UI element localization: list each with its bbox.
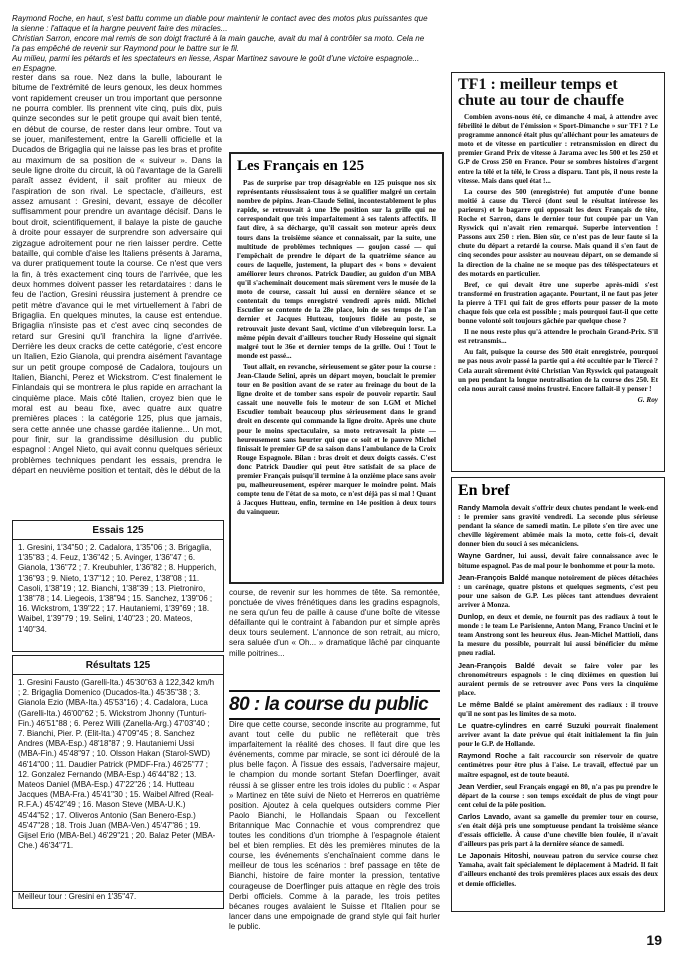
- photo-caption: [12, 14, 430, 74]
- resultats-footer: Meilleur tour : Gresini en 1'35"47.: [13, 891, 223, 902]
- tf1-paragraph: Au fait, puisque la course des 500 était enregistrée, pourquoi ne pas nous avoir passé la partie qui a été occultée par le Tiercé ? Cela aurait sûrement évité Christian Van Ryswick qui pataugeait un peu pendant la longue neutralisation de la course des 250. Et cela nous aurait causé moins frustré. Encore fallait-il y penser !: [458, 348, 658, 393]
- enbref-item: [458, 721, 658, 749]
- resultats-title: Résultats 125: [13, 656, 223, 675]
- enbref-box: [451, 477, 665, 912]
- mid-article: [229, 588, 440, 684]
- resultats-box: [12, 655, 224, 909]
- enbref-item-name: Le même Baldé: [458, 699, 514, 709]
- left-article-text: rester dans sa roue. Nez dans la bulle, labourant le bitume de l'extrémité de leurs genoux, les deux hommes vont rapidement creuser un trou important que personne ne pourra combler. Ils prennent vite cinq, puis dix, puis quinze secondes sur le petit groupe qui avait bien tenté, en début de course, de rester dans leur ombre. Tout va se jouer, manifestement, entre la Garelli officielle et la Ducados de Brigaglia qui ne laisse pas les bras et profite au maximum de sa position de « suiveur ». Dans la seule ligne droite du circuit, là où l'avantage de la Garelli paraît assez évident, il sait profiter au mieux de l'aspiration de son rival. Le spectacle, d'ailleurs, est assez amusant : Gresini, devant, essaye de décoller suffisamment pour prendre un avantage décisif. Dans le bout droit, scientifiquement, il balaye la piste de gauche à droite pour essayer de surprendre son adversaire qui zigzague adroitement pour ne rien laisser perdre. Cette bataille, qui comble d'aise les Italiens présents à Jarama, va durer pratiquement toute la course. Ce n'est que vers la fin, à très exactement cinq tours de l'arrivée, que les deux hommes doivent passer les retardataires : dans le feu de l'action, Gresini réussira justement à prendre ce petit mètre d'avance qui le met virtuellement à l'abri de Brigaglia. En quelques minutes, la cause est entendue. Brigaglia n'insiste pas et c'est avec cinq secondes de retard sur Gresini qu'il franchira la ligne d'arrivée. Derrière les deux cracks de cette catégorie, c'est encore un Italien, Ezio Gianola, qui prendra aisément l'avantage sur un petit groupe composé de Cadalora, toujours un Italien, Bianchi, Perez et Wickstrom. C'est finalement le Finlandais qui se montrera le plus rapide en arrachant la cinquième place. Mais côté Italien, croyez bien que le moral est au beau fixe, avec quatre aux quatre premières places : la catégorie 125, plus que jamais, sera cette année une chasse gardée italienne... Un mot, pour finir, sur la grandissime désillusion du public espagnol : Angel Nieto, qui avait connu quelques sérieux problèmes techniques pendant les essais, prendra le départ en neuvième position et tentait, dès le début de la: [12, 72, 222, 476]
- tf1-paragraph: Combien avons-nous été, ce dimanche 4 mai, à attendre avec fébrilité le début de l'émission « Sport-Dimanche » sur TF1 ? Le programme annoncé était plus qu'alléchant pour les amateurs de moto et de vitesse en particulier : retransmission en direct du premier Grand Prix de vitesse à Jarama avec les 500 et les 250 et G.P de Cross 250 en France. Pour se sombres histoires d'argent entre la télé et la télé, le Cross a disparu. Tant pis, il nous reste la vitesse. Mais dans quel état !...: [458, 113, 658, 185]
- enbref-item-name: Dunlop: [458, 612, 483, 622]
- enbref-item: [458, 661, 658, 698]
- enbref-item-name: Randy Mamola: [458, 503, 510, 512]
- resultats-text: 1. Gresini Fausto (Garelli-Ita.) 45'30"63 à 122,342 km/h ; 2. Brigaglia Domenico (Ducados-Ita.) 45'35"38 ; 3. Gianola Ezio (MBA-Ita.) 45'53"16) ; 4. Cadalora, Luca (Garelli-Ita.) 46'00"62 ; 5. Wickstrom Jhonny (Tunturi-Fin.) 46'51"88 ; 6. Perez Willi (Zanella-Arg.) 47'03"40 ; 7. Bianchi, Pier. P. (Elit-Ita.) 47'09"45 ; 8. Sanchez Andres (MBA-Esp.) 48'18"87 ; 9. Hautaniemi Ussi (MBA-Fin.) 45'48"97 ; 10. Olsson Hakan (Starol-SWD) 46'14"00 ; 11. Daudier Patrick (PMDF-Fra.) 46'25"77 ; 12. Gonzalez Fernando (MBA-Esp.) 46'44"82 ; 13. Mateos Daniel (MBA-Esp.) 47'22"26 ; 14. Hutteau Jacques (MBA-Fra.) 45'41"30 ; 15. Waibel Alfred (Real-R.F.A.) 45'42"49 ; 16. Mason Steve (MBA-U.K.) 45'44"52 ; 17. Oliveros Antonio (San Benero-Esp.) 45'47"28 ; 18. Trois Juan (MBA-Ven.) 45'47"86 ; 19. Gijsel Erio (MBA-Bel.) 46'29"21 ; 20. Balaz Peter (MBA-Che.) 46'34"71.: [18, 678, 216, 851]
- tf1-paragraph: Il ne nous reste plus qu'à attendre le prochain Grand-Prix. S'il est retransmis...: [458, 328, 658, 346]
- tf1-signature: G. Roy: [637, 395, 658, 404]
- enbref-item-name: Carlos Lavado: [458, 811, 509, 821]
- tf1-title: [452, 73, 664, 111]
- enbref-item-name: Jean Verdier: [458, 781, 502, 791]
- tf1-paragraph: Bref, ce qui devait être une superbe après-midi s'est transformé en frustration agaçante. Pourtant, il ne faut pas jeter la pierre à TF1 qui fait de gros efforts pour passer de la moto chaque fois que cela est possible ; mais pourquoi faut-il que cette bonne volonté soit toujours gâchée par quelque chose ?: [458, 280, 658, 326]
- enbref-item: [458, 612, 658, 658]
- enbref-item: [458, 573, 658, 610]
- essais-box: [12, 520, 224, 652]
- enbref-item-name: Jean-François Baldé: [458, 660, 535, 670]
- enbref-item: [458, 751, 658, 779]
- enbref-item-text: devait s'offrir deux chutes pendant le week-end : le premier sans gravité vendredi. La seconde plus sérieuse pendant la séance de samedi matin. Le pilote s'en tire avec une cheville légèrement abîmée mais la moto, cette fois-ci, devait donner bien du souci à ses mécaniciens.: [458, 504, 658, 549]
- enbref-item-text: , nouveau patron du service course chez Yamaha, avait fait spécialement le déplacement à Madrid. Il fait d'ailleurs enchanté des trois premières places aux essais des deux et demie officielles.: [458, 852, 658, 888]
- enbref-item: [458, 782, 658, 810]
- tf1-title-line-1: TF1 : meilleur temps et: [458, 76, 618, 93]
- enbref-item-name: Le quatre-cylindres en carré Suzuki: [458, 721, 591, 731]
- tf1-title-line-2: chute au tour de chauffe: [458, 92, 624, 109]
- francais-box: [229, 152, 444, 584]
- enbref-item-name: Raymond Roche: [458, 751, 518, 761]
- enbref-item-name: Wayne Gardner: [458, 551, 513, 561]
- enbref-item-name: Le Japonais Hitoshi: [458, 851, 529, 861]
- enbref-item-name: Jean-François Baldé: [458, 572, 529, 582]
- enbref-item-text: , en deux et demie, ne fournit pas des radiaux à tout le monde : le team Le Parisienne, Anton Mang, Franco Uncini et le team Anstrong sont les heureux élus. Jean-Michel Mattioli, dans la mesure du possible, pourrait lui aussi bénéficier du même pneu radial.: [458, 613, 658, 658]
- enbref-item-text: , lui aussi, devait faire connaissance avec le bitume espagnol. Pas de mal pour le bonhomme et pour la moto.: [458, 552, 658, 570]
- enbref-item-text: se plaint amèrement des radiaux : il trouve qu'il ne sont pas les limites de sa moto.: [458, 700, 659, 718]
- enbref-item-text: manque notoirement de pièces détachées : un carénage, quatre pistons et quelques segments, c'est peu pour une saison de G.P. Les pièces tant attendues devraient arriver à Monza.: [458, 573, 658, 609]
- enbref-item-text: a fait raccourcir son réservoir de quatre centimètres pour être plus à l'aise. Le travail, effectué par un maître espagnol, est de toute beauté.: [458, 752, 658, 779]
- francais-body: [231, 177, 442, 521]
- section80-text: Dire que cette course, seconde inscrite au programme, fut avant tout celle du public ne reflèterait que très imparfaitement la réalité des choses. Il faut dire que les événements, comme par miracle, se sont ici déroulé de la plus belle façon. À l'issue des essais, l'adversaire majeur, le champion du monde sortant Stefan Doerflinger, avait réussi à se glisser entre les trois idoles du public : « Aspar » Martinez en tête suivi de Nieto et Herreros en quatrième position. Ajoutez à cela quelques outsiders comme Pier Paolo Bianchi, le Hollandais Spaan ou l'excellent Britannique Mac Connachie et vous comprendrez que toutes les conditions d'un triomphe à l'espagnole étaient bel et bien remplies. Et dès les premières minutes de la course, les événements s'enchaînaient comme dans le meilleur de tous les scénarios : bref passage en tête de Bianchi, histoire de faire monter la pression, tentative courageuse de Doerflinger puis attaque en règle des trois Derbi officiels. Comme à la parade, les trois petites bécanes rouges avalaient le Suisse et l'Italien pour se lancer dans une empoignade de grand style qui fait hurler le public.: [229, 720, 440, 931]
- left-article: [12, 72, 222, 508]
- enbref-item: [458, 812, 658, 849]
- francais-paragraph: Pas de surprise par trop désagréable en 125 puisque nos six représentants réussissaient tous à se qualifier malgré un certain nombre de pépins. Jean-Claude Selini, incontestablement le plus rapide, se retrouvait à une 19e position sur la grille qui ne correspondait que très imparfaitement à ses talents affectifs. Il faut dire, à sa décharge, qu'il cassait son moteur après deux tours dans la troisième séance et connaissait, par la suite, une multitude de problèmes techniques — goujon cassé — qui l'empêchait de prendre le départ de la quatrième séance au cours de laquelle, justement, la plupart des « bons » devaient améliorer leurs chronos. Patrick Daudier, au guidon d'un MBA qu'il s'acheminait doucement mais sûrement vers le musée de la moto de course, cassait lui aussi en dernière séance et se contentait du temps enregistré vendredi après midi. Michel Escudier se contente de la 28e place, loin de ses temps de l'an dernier et Jacques Hutteau, toujours fidèle au poste, se retrouvait juste devant Saul, victime d'un vilebrequin lorsr. La même pépin devait d'ailleurs toucher Rudy Hosseine qui signait malgré tout le 36e et dernier temps de la grille. Oui ! Tout le monde est passé...: [237, 179, 436, 360]
- section80-body: [229, 720, 440, 931]
- caption-line-3: Au milieu, parmi les pétards et les spectateurs en liesse, Aspar Martinez savoure le goût d'une victoire espagnole... en Espagne.: [12, 54, 420, 73]
- enbref-list: [452, 503, 664, 889]
- enbref-title: En bref: [458, 482, 510, 499]
- tf1-box: [451, 72, 665, 472]
- essais-title: Essais 125: [13, 521, 223, 540]
- page-number: 19: [646, 932, 662, 948]
- section80-title: 80 : la course du public: [229, 694, 429, 715]
- francais-title: Les Français en 125: [237, 158, 365, 174]
- section80-title-bar: [229, 690, 440, 720]
- enbref-item-text: , avant sa gamelle du premier tour en course, s'en était déjà pris une somptueuse pendant la troisième séance d'essais officielle. À cause d'une cheville bien foulée, il n'avait d'ailleurs pas pris part à la dernière séance de samedi.: [458, 812, 659, 849]
- mid-article-text: course, de revenir sur les hommes de tête. Sa remontée, ponctuée de vives frénétiques dans les gradins espagnols, ne sera qu'un feu de paille à cause d'une boîte de vitesse défaillante qui le contraint à l'abandon pur et simple après deux tours seulement. L'annonce de son retrait, au micro, sera saluée d'un « Oh... » dramatique lâché par cinquante mille poitrines...: [229, 588, 440, 658]
- enbref-item: [458, 851, 658, 888]
- enbref-item: [458, 551, 658, 570]
- caption-line-1: Raymond Roche, en haut, s'est battu comme un diable pour maintenir le contact avec des motos plus puissantes que la sienne : l'attaque et la hargne peuvent faire des miracles...: [12, 14, 428, 33]
- tf1-body: [452, 111, 664, 407]
- enbref-item-text: pourrait finalement arriver avant la date prévue qui était initialement la fin juin pour le G.P. de Hollande.: [458, 722, 658, 749]
- francais-paragraph: Tout allait, en revanche, sérieusement se gâter pour la course : Jean-Claude Selini, après un départ moyen, bouclait le premier tour en 8e position avant de se rater au freinage du bout de la ligne droite et de tomber sans espoir de pouvoir repartir. Saul cassait une nouvelle fois le moteur de son LGM et Michel Escudier tombait beaucoup plus sérieusement dans le grand droit en descente qui commande la ligne droite. Après une chute pour le moins spectaculaire, sa moto retravesait la piste — heureusement sans heurter qui que ce soit et le pauvre Michel finissait le premier GP de sa saison dans l'ambulance de la Croix Rouge Espagnole. Bilan : bras droit et deux doigts cassés. C'est donc Patrick Daudier qui peut être satisfait de sa place de premier Français puisqu'il termine à la onzième place sans avoir pu, malheureusement, espérer marquer le moindre point. Mais compte tenu de l'état de sa moto, ce n'est déjà pas si mal ! Quant à Jacques Hutteau, enfin, termine en 14e position à deux tours du vainqueur.: [237, 362, 436, 517]
- enbref-item-text: devait se faire voler par les chronométreurs espagnols : le cinq dixièmes en question lui auraient permis de se retrouver avec Pons vers la cinquième place.: [458, 661, 658, 697]
- essais-text: 1. Gresini, 1'34"50 ; 2. Cadalora, 1'35"06 ; 3. Brigaglia, 1'35"83 ; 4. Feuz, 1'36"42 ; 5. Avinger, 1'36"47 ; 6. Gianola, 1'36"72 ; 7. Kreubuhler, 1'36"82 ; 8. Hupperich, 1'36"93 ; 9. Nieto, 1'37"12 ; 10. Perez, 1'38"08 ; 11. Casoli, 1'38"19 ; 12. Bianchi, 1'38"39 ; 13. Pietroniro, 1'38"78 ; 14. Liegeois, 1'38"94 ; 15. Sanchez, 1'39"06 ; 16. Wickstrom, 1'39"22 ; 17. Hautaniemi, 1'39"69 ; 18. Waibel, 1'39"79 ; 19. Selini, 1'40"23 ; 20. Mateos, 1'40"34.: [18, 543, 217, 634]
- enbref-item-text: , seul Français engagé en 80, n'a pas pu prendre le départ de la course : son temps excédait de plus de vingt pour cent celui de la pôle position.: [458, 782, 658, 809]
- tf1-paragraph: La course des 500 (enregistrée) fut amputée d'une bonne moitié à cause du Tiercé (dont seul le résultat intéresse les parieurs) et le bagarre qui opposait les deux Français de tête, Roche et Sarron, dans le dernier tour fut coupée par un Van Ryswick qui n'avait rien remarqué. Superbe intervention ! Passons aux 250 : rien. Bien sûr, ce n'est pas de leur faute si la chute du départ a retardé la course. Mais quand il s'en faut de cinq secondes pour assister au nouveau départ, on se demande si la direction de la chaîne ne se moque pas des téléspectateurs et des motards en particulier.: [458, 187, 658, 278]
- caption-line-2: Christian Sarron, encore mal remis de son doigt fracturé à la main gauche, avait du mal à contrôler sa moto. Cela ne l'a pas empêché de revenir sur Raymond pour le battre sur le fil.: [12, 34, 425, 53]
- enbref-item: [458, 503, 658, 549]
- enbref-item: [458, 700, 658, 719]
